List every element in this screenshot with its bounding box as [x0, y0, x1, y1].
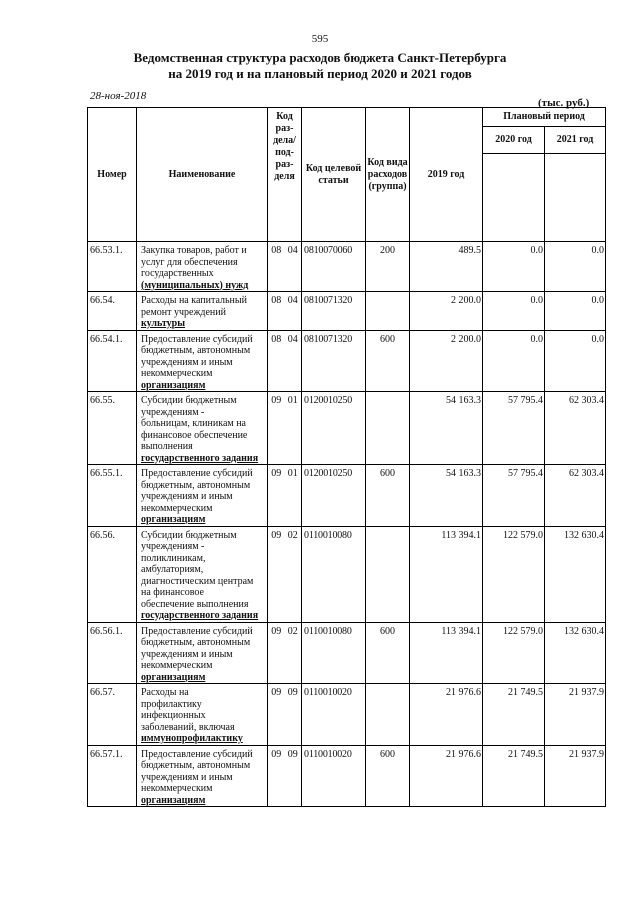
row-section: 09	[268, 392, 285, 465]
name-line: Субсидии бюджетным	[141, 395, 237, 406]
row-target-code: 0120010250	[302, 465, 366, 527]
name-line-last: культуры	[141, 318, 186, 329]
name-line: Расходы на	[141, 687, 189, 698]
row-target-code: 0110010080	[302, 526, 366, 622]
row-section: 09	[268, 465, 285, 527]
name-line: некоммерческим	[141, 660, 213, 671]
table-row	[88, 465, 606, 527]
row-target-code: 0110010020	[302, 684, 366, 746]
row-amount-2019: 489.5	[410, 242, 483, 292]
name-line: финансовое обеспечение	[141, 429, 248, 441]
row-amount-2019: 21 976.6	[410, 684, 483, 746]
name-line: профилактику	[141, 698, 202, 710]
header-number: Номер	[88, 108, 137, 242]
row-subsection: 01	[285, 392, 302, 465]
row-expense-type	[366, 684, 410, 746]
name-line: учреждениям и иным	[141, 356, 233, 368]
name-line: бюджетным, автономным	[141, 760, 251, 771]
name-line: на финансовое	[141, 587, 204, 598]
row-subsection: 09	[285, 745, 302, 807]
row-amount-2021: 62 303.4	[545, 465, 606, 527]
title-line-2: на 2019 год и на плановый период 2020 и 2021 годов	[168, 66, 472, 81]
row-section: 08	[268, 292, 285, 331]
header-blank-2021	[545, 154, 606, 242]
row-amount-2021: 132 630.4	[545, 622, 606, 684]
header-2020: 2020 год	[483, 127, 545, 154]
row-name	[137, 465, 268, 527]
row-amount-2021: 21 937.9	[545, 745, 606, 807]
name-line: учреждениям -	[141, 406, 205, 418]
row-expense-type	[366, 292, 410, 331]
row-target-code: 0810071320	[302, 330, 366, 392]
row-expense-type: 200	[366, 242, 410, 292]
name-line-last: государственного задания	[141, 452, 259, 464]
name-line: учреждениям -	[141, 541, 205, 552]
row-target-code: 0110010080	[302, 622, 366, 684]
row-expense-type: 600	[366, 330, 410, 392]
name-line: Расходы на капитальный	[141, 295, 247, 306]
row-subsection: 04	[285, 242, 302, 292]
row-number: 66.53.1.	[88, 242, 137, 292]
name-line: выполнения	[141, 441, 193, 452]
row-amount-2021: 21 937.9	[545, 684, 606, 746]
row-target-code: 0810070060	[302, 242, 366, 292]
name-line: некоммерческим	[141, 783, 213, 794]
name-line: обеспечение выполнения	[141, 598, 249, 610]
name-line: учреждениям и иным	[141, 491, 233, 502]
row-name	[137, 330, 268, 392]
row-expense-type: 600	[366, 465, 410, 527]
row-name	[137, 392, 268, 465]
row-subsection: 02	[285, 622, 302, 684]
name-line-last: организациям	[141, 379, 206, 391]
document-title	[60, 50, 580, 82]
name-line: ремонт учреждений	[141, 306, 226, 318]
row-subsection: 04	[285, 330, 302, 392]
units-label: (тыс. руб.)	[538, 97, 590, 109]
name-line: диагностическим центрам	[141, 575, 254, 587]
row-amount-2019: 54 163.3	[410, 392, 483, 465]
row-amount-2021: 62 303.4	[545, 392, 606, 465]
row-target-code: 0810071320	[302, 292, 366, 331]
row-section: 09	[268, 622, 285, 684]
header-section-code: Код раз-дела/ под-раз-деля	[268, 108, 302, 242]
row-amount-2019: 113 394.1	[410, 526, 483, 622]
name-line: учреждениям и иным	[141, 648, 233, 660]
row-number: 66.57.1.	[88, 745, 137, 807]
row-section: 09	[268, 745, 285, 807]
row-amount-2020: 0.0	[483, 330, 545, 392]
row-section: 09	[268, 684, 285, 746]
row-name	[137, 745, 268, 807]
row-section: 09	[268, 526, 285, 622]
row-expense-type: 600	[366, 622, 410, 684]
header-blank-2020	[483, 154, 545, 242]
name-line: заболеваний, включая	[141, 721, 235, 733]
row-amount-2019: 2 200.0	[410, 330, 483, 392]
header-2019: 2019 год	[410, 108, 483, 242]
header-planned-period: Плановый период	[483, 108, 606, 127]
name-line-last: организациям	[141, 514, 206, 525]
row-amount-2020: 57 795.4	[483, 465, 545, 527]
budget-table	[87, 107, 606, 807]
name-line: Предоставление субсидий	[141, 625, 253, 637]
name-line: учреждениям и иным	[141, 771, 233, 783]
row-name	[137, 292, 268, 331]
table-row	[88, 242, 606, 292]
row-target-code: 0110010020	[302, 745, 366, 807]
table-row	[88, 684, 606, 746]
row-name	[137, 526, 268, 622]
page-number: 595	[311, 33, 329, 45]
row-expense-type	[366, 526, 410, 622]
name-line: Предоставление субсидий	[141, 468, 253, 479]
name-line: государственных	[141, 268, 214, 279]
table-row	[88, 526, 606, 622]
document-date: 28-ноя-2018	[90, 90, 147, 102]
row-name	[137, 622, 268, 684]
header-name: Наименование	[137, 108, 268, 242]
row-amount-2021: 0.0	[545, 330, 606, 392]
table-row	[88, 622, 606, 684]
row-number: 66.56.	[88, 526, 137, 622]
row-amount-2021: 132 630.4	[545, 526, 606, 622]
name-line: поликлиникам,	[141, 552, 206, 564]
row-subsection: 01	[285, 465, 302, 527]
row-number: 66.57.	[88, 684, 137, 746]
name-line-last: организациям	[141, 794, 206, 806]
name-line-last: (муниципальных) нужд	[141, 279, 249, 291]
table-row	[88, 330, 606, 392]
row-amount-2020: 122 579.0	[483, 622, 545, 684]
name-line: Предоставление субсидий	[141, 333, 253, 345]
row-section: 08	[268, 330, 285, 392]
row-subsection: 02	[285, 526, 302, 622]
name-line-last: организациям	[141, 671, 206, 683]
name-line: бюджетным, автономным	[141, 345, 251, 356]
row-number: 66.54.1.	[88, 330, 137, 392]
row-number: 66.54.	[88, 292, 137, 331]
name-line-last: иммунопрофилактику	[141, 733, 243, 744]
name-line: услуг для обеспечения	[141, 256, 238, 268]
header-expense-type: Код вида расходов (группа)	[366, 108, 410, 242]
row-amount-2020: 122 579.0	[483, 526, 545, 622]
row-amount-2019: 113 394.1	[410, 622, 483, 684]
name-line-last: государственного задания	[141, 610, 259, 621]
row-amount-2020: 57 795.4	[483, 392, 545, 465]
row-expense-type	[366, 392, 410, 465]
row-expense-type: 600	[366, 745, 410, 807]
row-number: 66.56.1.	[88, 622, 137, 684]
name-line: бюджетным, автономным	[141, 479, 251, 491]
row-subsection: 04	[285, 292, 302, 331]
row-amount-2019: 2 200.0	[410, 292, 483, 331]
row-amount-2020: 0.0	[483, 292, 545, 331]
row-amount-2021: 0.0	[545, 292, 606, 331]
row-target-code: 0120010250	[302, 392, 366, 465]
name-line: бюджетным, автономным	[141, 637, 251, 648]
title-line-1: Ведомственная структура расходов бюджета Санкт-Петербурга	[133, 50, 507, 65]
name-line: Закупка товаров, работ и	[141, 245, 247, 256]
row-amount-2021: 0.0	[545, 242, 606, 292]
name-line: Предоставление субсидий	[141, 748, 253, 760]
row-amount-2019: 21 976.6	[410, 745, 483, 807]
header-target-code: Код целевой статьи	[302, 108, 366, 242]
name-line: некоммерческим	[141, 368, 213, 379]
row-amount-2020: 0.0	[483, 242, 545, 292]
name-line: больницам, клиникам на	[141, 418, 246, 429]
row-name	[137, 242, 268, 292]
name-line: некоммерческим	[141, 502, 213, 514]
row-subsection: 09	[285, 684, 302, 746]
name-line: амбулаториям,	[141, 564, 204, 575]
row-amount-2020: 21 749.5	[483, 684, 545, 746]
table-row	[88, 392, 606, 465]
name-line: Субсидии бюджетным	[141, 529, 237, 541]
row-amount-2019: 54 163.3	[410, 465, 483, 527]
table-row	[88, 745, 606, 807]
table-row	[88, 292, 606, 331]
row-number: 66.55.	[88, 392, 137, 465]
header-2021: 2021 год	[545, 127, 606, 154]
name-line: инфекционных	[141, 710, 206, 721]
row-name	[137, 684, 268, 746]
row-section: 08	[268, 242, 285, 292]
row-number: 66.55.1.	[88, 465, 137, 527]
row-amount-2020: 21 749.5	[483, 745, 545, 807]
